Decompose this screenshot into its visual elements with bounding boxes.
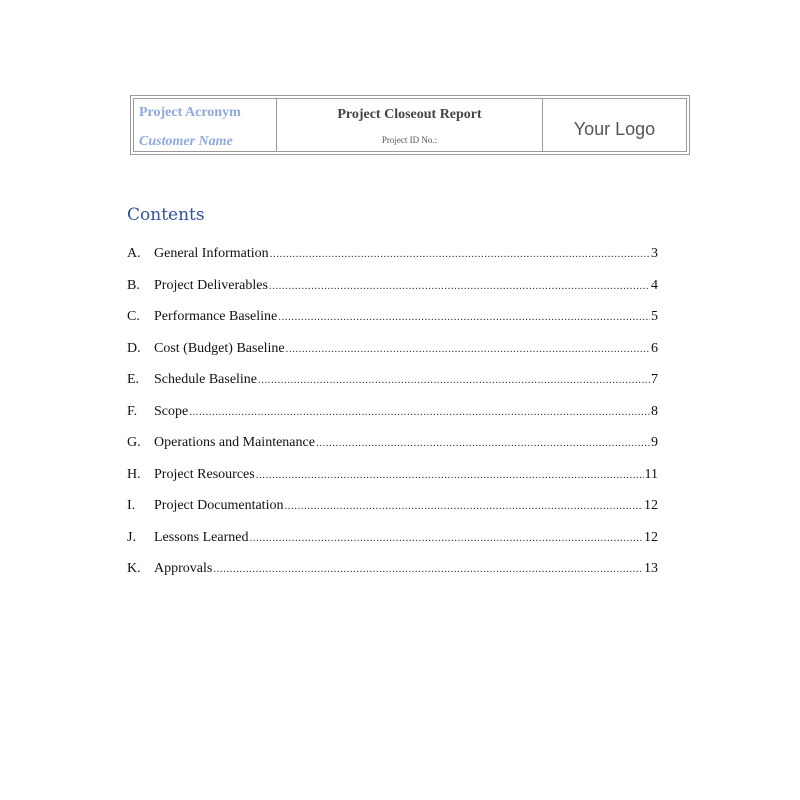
project-acronym: Project Acronym	[139, 105, 241, 120]
toc-dot-leader	[284, 497, 643, 515]
toc-dot-leader	[278, 308, 650, 326]
toc-entry-k[interactable]	[127, 560, 658, 592]
toc-dot-leader	[213, 560, 643, 578]
toc-page-number: 6	[651, 340, 658, 356]
customer-name: Customer Name	[139, 134, 233, 149]
toc-dot-leader	[256, 466, 644, 484]
toc-entry-a[interactable]	[127, 245, 658, 277]
header-right-cell	[543, 99, 686, 151]
toc-letter: K.	[127, 561, 141, 576]
toc-dot-leader	[269, 277, 650, 295]
contents-heading: Contents	[127, 205, 205, 225]
toc-entry-h[interactable]	[127, 466, 658, 498]
toc-page-number: 12	[644, 529, 658, 545]
toc-letter: J.	[127, 529, 136, 545]
toc-entry-d[interactable]	[127, 340, 658, 372]
toc-page-number: 9	[651, 435, 658, 450]
report-title: Project Closeout Report	[337, 107, 482, 122]
document-header-inner	[133, 98, 687, 152]
toc-entry-g[interactable]	[127, 434, 658, 466]
toc-title: Scope	[154, 403, 189, 419]
toc-title: Operations and Maintenance	[154, 435, 315, 450]
toc-page-number: 13	[644, 561, 658, 576]
toc-title: Project Documentation	[154, 498, 284, 513]
toc-title: Performance Baseline	[154, 309, 278, 324]
toc-letter: C.	[127, 309, 140, 324]
toc-page-number: 12	[644, 498, 658, 513]
toc-entry-c[interactable]	[127, 308, 658, 340]
logo-placeholder: Your Logo	[573, 119, 656, 139]
toc-dot-leader	[189, 403, 650, 421]
table-of-contents	[127, 245, 658, 592]
toc-entry-j[interactable]	[127, 529, 658, 561]
toc-letter: G.	[127, 435, 141, 450]
toc-title: Approvals	[154, 561, 213, 576]
toc-page-number: 7	[651, 372, 658, 387]
toc-page-number: 3	[651, 246, 658, 261]
toc-page-number: 5	[651, 309, 658, 324]
toc-title: Lessons Learned	[154, 529, 249, 545]
toc-dot-leader	[316, 434, 650, 452]
toc-dot-leader	[270, 245, 650, 263]
toc-page-number: 8	[651, 403, 658, 419]
toc-entry-i[interactable]	[127, 497, 658, 529]
toc-dot-leader	[286, 340, 650, 358]
toc-entry-e[interactable]	[127, 371, 658, 403]
toc-dot-leader	[258, 371, 650, 389]
toc-entry-b[interactable]	[127, 277, 658, 309]
document-header-table	[130, 95, 690, 155]
toc-letter: H.	[127, 466, 141, 482]
toc-letter: E.	[127, 372, 140, 387]
toc-letter: I.	[127, 498, 136, 513]
toc-letter: B.	[127, 277, 140, 293]
project-id-label: Project ID No.:	[381, 135, 438, 145]
toc-page-number: 11	[644, 466, 658, 482]
toc-title: Project Resources	[154, 466, 255, 482]
toc-letter: A.	[127, 246, 141, 261]
toc-title: General Information	[154, 246, 269, 261]
header-middle-cell	[277, 99, 543, 151]
toc-dot-leader	[249, 529, 643, 547]
toc-letter: D.	[127, 340, 141, 356]
header-left-cell	[134, 99, 277, 151]
toc-title: Schedule Baseline	[154, 372, 258, 387]
toc-page-number: 4	[651, 277, 658, 293]
toc-title: Project Deliverables	[154, 277, 268, 293]
toc-entry-f[interactable]	[127, 403, 658, 435]
toc-letter: F.	[127, 403, 138, 419]
toc-title: Cost (Budget) Baseline	[154, 340, 285, 356]
